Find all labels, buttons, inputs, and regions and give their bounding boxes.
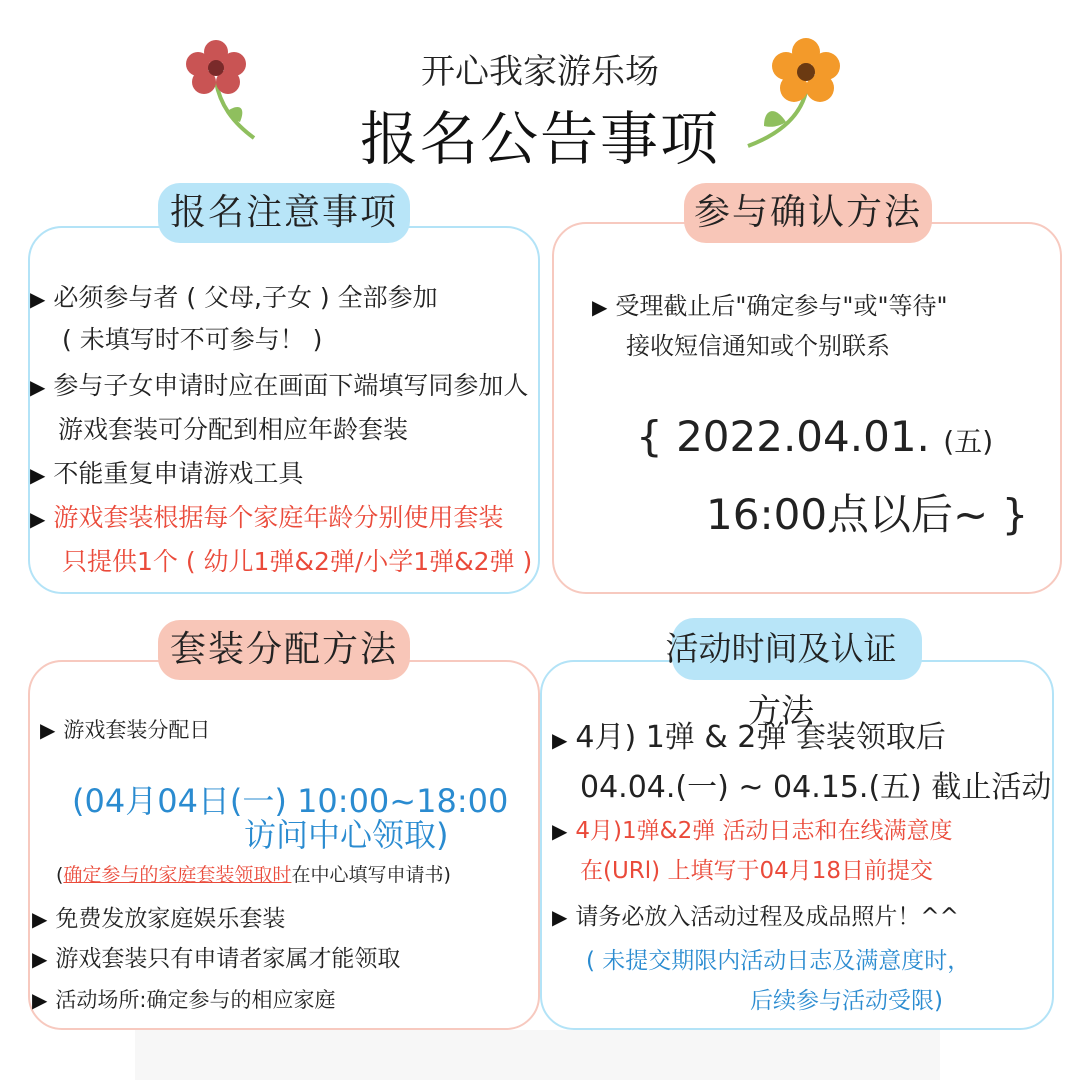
arrow-right-icon: ▶ <box>32 988 48 1012</box>
page-title: 报名公告事项 <box>359 105 720 173</box>
distribution-line-6: ▶ 游戏套装只有申请者家属才能领取 <box>32 946 401 972</box>
arrow-right-icon: ▶ <box>30 375 46 399</box>
arrow-right-icon: ▶ <box>552 905 568 929</box>
distribution-title: 套装分配方法 <box>169 629 398 670</box>
confirm-title: 参与确认方法 <box>693 192 922 233</box>
activity-line-3: ▶ 4月)1弹&2弹 活动日志和在线满意度 <box>552 818 953 844</box>
notice-title: 报名注意事项 <box>169 192 398 233</box>
notice-line-7: 只提供1个 ( 幼儿1弹&2弹/小学1弹&2弹 ) <box>62 547 533 576</box>
activity-line-5: ▶ 请务必放入活动过程及成品照片！^^ <box>552 904 959 930</box>
arrow-right-icon: ▶ <box>32 907 48 931</box>
activity-tab <box>665 618 922 730</box>
arrow-right-icon: ▶ <box>552 728 568 752</box>
arrow-right-icon: ▶ <box>40 718 56 742</box>
distribution-line-1: ▶ 游戏套装分配日 <box>40 718 211 742</box>
distribution-line-7: ▶ 活动场所:确定参与的相应家庭 <box>32 988 336 1012</box>
activity-line-4: 在(URl) 上填写于04月18日前提交 <box>580 858 933 884</box>
distribution-line-5: ▶ 免费发放家庭娱乐套装 <box>32 906 286 932</box>
footer-box <box>135 1030 940 1080</box>
confirm-line-1: ▶ 受理截止后"确定参与"或"等待" <box>592 292 948 320</box>
confirm-date-line-2: 16:00点以后~ } <box>706 490 1029 539</box>
activity-line-7: 后续参与活动受限) <box>750 988 943 1014</box>
header <box>0 0 1080 180</box>
activity-title: 活动时间及认证方法 <box>665 629 897 730</box>
orange-flower-icon <box>740 34 840 154</box>
notice-line-6: ▶ 游戏套装根据每个家庭年龄分别使用套装 <box>30 503 504 532</box>
distribution-date: (04月04日(一) 10:00~18:00 <box>72 782 509 820</box>
notice-line-2: ( 未填写时不可参与！ ) <box>62 325 323 354</box>
activity-line-1: ▶ 4月) 1弹 & 2弹 套装领取后 <box>552 720 946 755</box>
arrow-right-icon: ▶ <box>592 295 608 319</box>
activity-line-6: ( 未提交期限内活动日志及满意度时， <box>586 948 971 974</box>
activity-line-2: 04.04.(一) ~ 04.15.(五) 截止活动 <box>580 770 1052 805</box>
notice-line-1: ▶ 必须参与者 ( 父母,子女 ) 全部参加 <box>30 283 438 312</box>
confirm-line-2: 接收短信通知或个别联系 <box>626 332 890 360</box>
notice-line-4: 游戏套装可分配到相应年龄套装 <box>58 415 409 444</box>
arrow-right-icon: ▶ <box>32 947 48 971</box>
distribution-line-note: (确定参与的家庭套装领取时在中心填写申请书) <box>56 864 451 886</box>
confirm-tab <box>684 183 932 243</box>
confirm-date-line-1: { 2022.04.01. (五) <box>636 412 994 461</box>
notice-line-5: ▶ 不能重复申请游戏工具 <box>30 459 304 488</box>
distribution-visit: 访问中心领取) <box>244 816 449 854</box>
notice-line-3: ▶ 参与子女申请时应在画面下端填写同参加人 <box>30 371 529 400</box>
page-subtitle: 开心我家游乐场 <box>421 52 659 92</box>
arrow-right-icon: ▶ <box>552 819 568 843</box>
notice-tab <box>158 183 410 243</box>
arrow-right-icon: ▶ <box>30 287 46 311</box>
distribution-tab <box>158 620 410 680</box>
arrow-right-icon: ▶ <box>30 507 46 531</box>
arrow-right-icon: ▶ <box>30 463 46 487</box>
